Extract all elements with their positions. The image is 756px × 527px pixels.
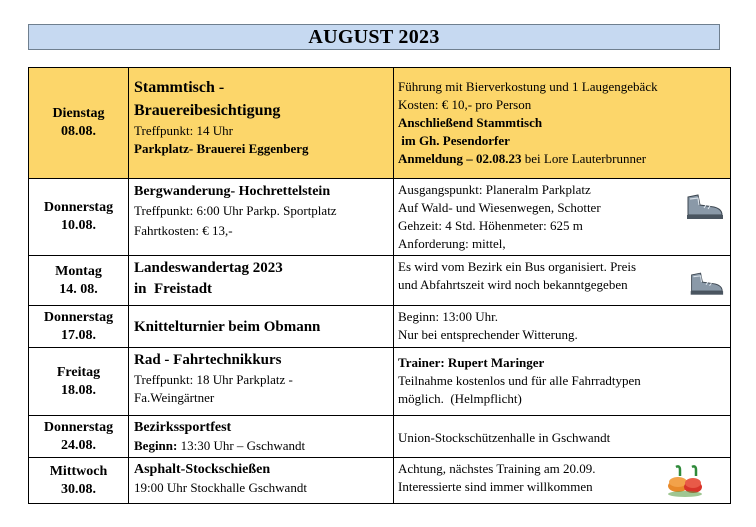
- weekday: Dienstag: [52, 106, 105, 121]
- hiking-boot-icon: [688, 268, 724, 298]
- table-row: [29, 306, 731, 348]
- meeting-point: Treffpunkt: 18 Uhr Parkplatz -: [134, 372, 293, 387]
- weekday: Freitag: [56, 364, 101, 380]
- date-cell: [29, 348, 129, 416]
- detail-line: Teilnahme kostenlos und für alle Fahrradtypen: [398, 373, 641, 388]
- weekday: Montag: [55, 263, 102, 279]
- event-cell: [129, 348, 394, 416]
- detail-line: Führung mit Bierverkostung und 1 Laugengebäck: [398, 79, 658, 94]
- begin-label: Beginn:: [134, 438, 178, 453]
- event-title: Bezirkssportfest: [134, 420, 232, 435]
- event-time-place: 19:00 Uhr Stockhalle Gschwandt: [134, 480, 307, 495]
- detail-cell: [394, 68, 731, 179]
- event-date: 10.08.: [61, 218, 96, 233]
- event-date: 17.08.: [61, 327, 96, 343]
- event-date: 18.08.: [61, 382, 96, 398]
- event-cell: [129, 306, 394, 348]
- table-row: [29, 458, 731, 504]
- table-row: [29, 256, 731, 306]
- event-title: Landeswandertag 2023: [134, 260, 283, 276]
- weekday: Donnerstag: [43, 419, 114, 435]
- event-cell: [129, 179, 394, 256]
- detail-line: Anschließend Stammtisch: [398, 115, 543, 130]
- event-date: 14. 08.: [59, 281, 98, 297]
- registration-line: [398, 150, 726, 168]
- table-row: [29, 179, 731, 256]
- event-title: in Freistadt: [134, 281, 213, 297]
- detail-line: Interessierte sind immer willkommen: [398, 479, 593, 494]
- event-date: 08.08.: [61, 124, 96, 139]
- event-cell: [129, 458, 394, 504]
- event-cell: [129, 68, 394, 179]
- detail-cell: [394, 256, 731, 306]
- detail-cell: [394, 348, 731, 416]
- date-cell: [29, 416, 129, 458]
- detail-line: Kosten: € 10,- pro Person: [398, 97, 532, 112]
- detail-line: Ausgangspunkt: Planeralm Parkplatz: [398, 182, 591, 197]
- weekday: Donnerstag: [43, 309, 114, 325]
- detail-cell: [394, 179, 731, 256]
- event-title: Knittelturnier beim Obmann: [134, 319, 321, 335]
- detail-line: möglich. (Helmpflicht): [398, 391, 522, 406]
- detail-line: Auf Wald- und Wiesenwegen, Schotter: [398, 200, 601, 215]
- date-cell: [29, 458, 129, 504]
- meeting-place: Parkplatz- Brauerei Eggenberg: [134, 141, 309, 156]
- weekday: Donnerstag: [43, 200, 114, 215]
- begin-line: [134, 437, 388, 455]
- table-row: [29, 416, 731, 458]
- table-row: [29, 348, 731, 416]
- detail-cell: [394, 458, 731, 504]
- registration-label: Anmeldung – 02.08.23: [398, 151, 522, 166]
- event-title: Rad - Fahrtechnikkurs: [134, 352, 282, 368]
- detail-line: im Gh. Pesendorfer: [398, 133, 510, 148]
- detail-line: Anforderung: mittel,: [398, 236, 506, 251]
- table-row: [29, 68, 731, 179]
- trainer-line: Trainer: Rupert Maringer: [398, 355, 545, 370]
- detail-line: Union-Stockschützenhalle in Gschwandt: [398, 429, 611, 445]
- event-cell: [129, 416, 394, 458]
- detail-line: Achtung, nächstes Training am 20.09.: [398, 461, 596, 476]
- registration-contact: bei Lore Lauterbrunner: [521, 151, 647, 166]
- event-cell: [129, 256, 394, 306]
- begin-value: 13:30 Uhr – Gschwandt: [177, 438, 306, 453]
- hiking-boot-icon: [684, 191, 724, 221]
- detail-line: Nur bei entsprechender Witterung.: [398, 327, 578, 342]
- date-cell: [29, 306, 129, 348]
- detail-line: und Abfahrtszeit wird noch bekanntgegeben: [398, 277, 628, 292]
- detail-line: Beginn: 13:00 Uhr.: [398, 309, 499, 324]
- travel-costs: Fahrtkosten: € 13,-: [134, 223, 233, 238]
- detail-cell: [394, 416, 731, 458]
- meeting-place: Fa.Weingärtner: [134, 390, 215, 405]
- date-cell: [29, 68, 129, 179]
- detail-line: Es wird vom Bezirk ein Bus organisiert. Preis: [398, 259, 637, 274]
- event-date: 30.08.: [61, 481, 96, 497]
- event-title: Brauereibesichtigung: [134, 102, 281, 119]
- meeting-point: Treffpunkt: 6:00 Uhr Parkp. Sportplatz: [134, 203, 337, 218]
- event-title: Bergwanderung- Hochrettelstein: [134, 184, 331, 199]
- event-title: Asphalt-Stockschießen: [134, 462, 271, 477]
- events-table: [28, 67, 731, 504]
- event-title: Stammtisch -: [134, 79, 225, 96]
- curling-stones-icon: [666, 464, 704, 498]
- date-cell: [29, 179, 129, 256]
- detail-line: Gehzeit: 4 Std. Höhenmeter: 625 m: [398, 218, 583, 233]
- date-cell: [29, 256, 129, 306]
- page-title: AUGUST 2023: [28, 24, 720, 50]
- event-date: 24.08.: [61, 437, 96, 453]
- meeting-point: Treffpunkt: 14 Uhr: [134, 123, 233, 138]
- weekday: Mittwoch: [49, 463, 108, 479]
- detail-cell: [394, 306, 731, 348]
